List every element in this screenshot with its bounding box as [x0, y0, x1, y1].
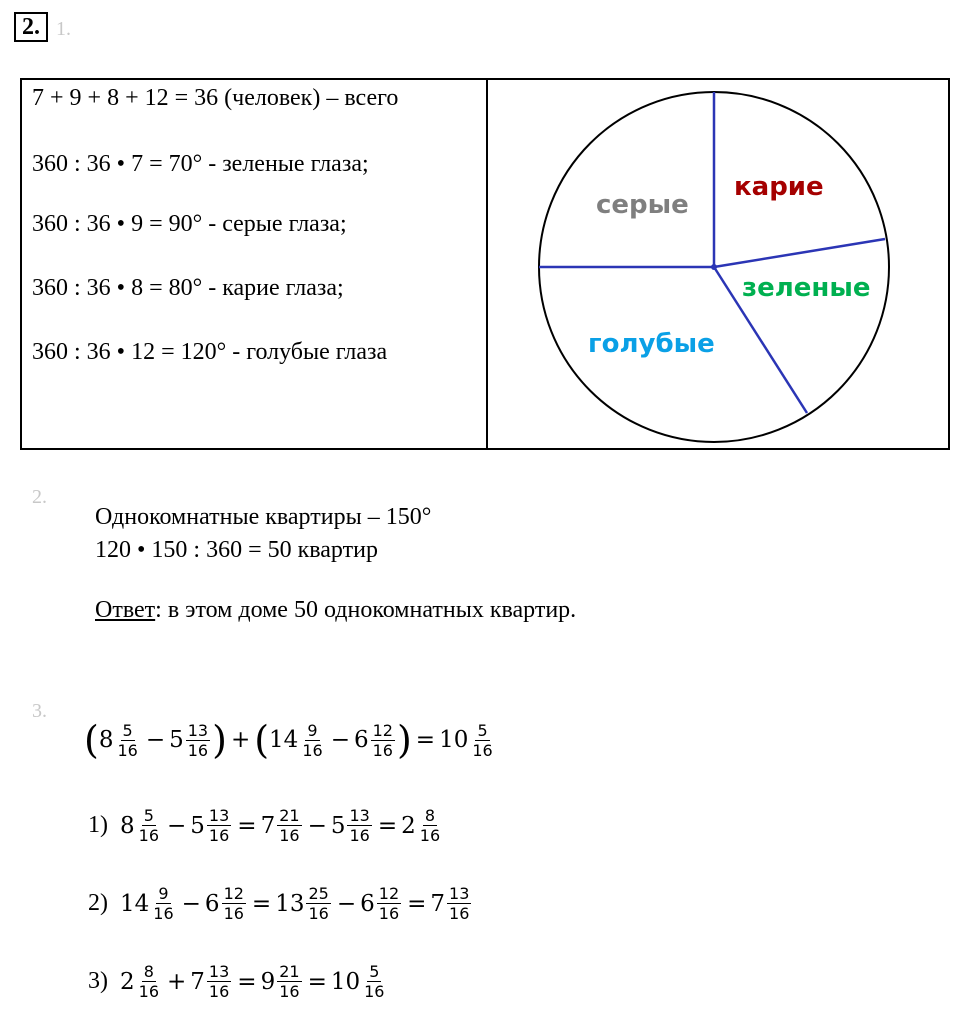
numerator: 13 [349, 806, 370, 825]
denominator: 16 [372, 740, 393, 760]
calc-line-total: 7 + 9 + 8 + 12 = 36 (человек) – всего [32, 85, 399, 111]
math-term: 6 [360, 890, 375, 917]
math-term: 6 [204, 890, 220, 917]
denominator: 16 [138, 826, 159, 845]
operator: = [237, 968, 257, 995]
math-term: 9 [260, 968, 276, 995]
operator: − [336, 890, 357, 917]
fraction [447, 884, 471, 923]
math-term: 10 [330, 968, 361, 995]
fraction [222, 884, 246, 923]
denominator: 16 [378, 904, 400, 923]
calc-line-brown: 360 : 36 • 8 = 80° - карие глаза; [32, 275, 344, 301]
pie-center [711, 264, 717, 270]
numerator: 9 [307, 720, 318, 740]
calc-line-gray: 360 : 36 • 9 = 90° - серые глаза; [32, 211, 347, 237]
fraction [207, 962, 231, 1001]
step-label: 2) [88, 890, 108, 916]
operator: = [407, 890, 427, 917]
denominator: 16 [364, 982, 385, 1001]
slice-label-gray: серые [596, 190, 689, 220]
math-term: 2 [401, 812, 416, 839]
operator: + [167, 968, 187, 995]
numerator: 13 [208, 962, 230, 981]
denominator: 16 [223, 904, 244, 923]
main-expression [84, 720, 497, 760]
denominator: 16 [279, 826, 300, 845]
fraction [186, 721, 210, 760]
math-term: 7 [260, 812, 276, 839]
fraction [347, 806, 371, 845]
denominator: 16 [308, 904, 329, 923]
task-number-badge: 2. [14, 12, 48, 42]
denominator: 16 [349, 826, 370, 845]
fraction [137, 962, 161, 1001]
step-3 [88, 962, 388, 1001]
fraction [377, 884, 401, 923]
whole-part: 10 [439, 727, 469, 753]
operator: − [330, 727, 350, 753]
math-term: 7 [190, 968, 205, 995]
paren: ) [396, 718, 412, 762]
fraction [115, 721, 139, 760]
fraction [300, 721, 324, 760]
paren: ) [212, 718, 227, 762]
operator: = [251, 890, 272, 917]
denominator: 16 [153, 904, 174, 923]
step-2 [88, 884, 473, 923]
section2-line1: Однокомнатные квартиры – 150° [95, 504, 432, 530]
answer-text: : в этом доме 50 однокомнатных квартир. [155, 597, 577, 623]
fraction [371, 721, 395, 760]
numerator: 5 [122, 720, 133, 740]
numerator: 12 [372, 720, 393, 740]
denominator: 16 [208, 982, 230, 1001]
operator: + [230, 727, 251, 753]
numerator: 13 [208, 806, 230, 825]
whole-part: 8 [98, 727, 114, 753]
fraction [470, 721, 494, 760]
step-label: 3) [88, 968, 108, 994]
math-term: 8 [120, 812, 135, 839]
numerator: 12 [378, 884, 400, 903]
denominator: 16 [117, 740, 138, 760]
fraction [362, 962, 386, 1001]
whole-part: 14 [269, 727, 299, 753]
denominator: 16 [302, 740, 323, 760]
denominator: 16 [208, 826, 230, 845]
numerator: 21 [279, 806, 300, 825]
fraction [277, 962, 301, 1001]
operator: = [377, 812, 398, 839]
numerator: 13 [449, 884, 470, 903]
denominator: 16 [138, 982, 159, 1001]
fraction [418, 806, 442, 845]
item-1-number: 1. [56, 18, 71, 40]
slice-label-brown: карие [734, 172, 824, 202]
denominator: 16 [472, 740, 493, 760]
numerator: 8 [143, 962, 154, 981]
solution-table [20, 78, 950, 450]
operator: − [307, 812, 327, 839]
calc-line-green: 360 : 36 • 7 = 70° - зеленые глаза; [32, 151, 369, 177]
section2-answer [95, 597, 576, 624]
math-term: 7 [430, 890, 446, 917]
calc-line-blue: 360 : 36 • 12 = 120° - голубые глаза [32, 339, 388, 365]
operator: = [307, 968, 327, 995]
step-1 [88, 806, 444, 845]
math-term: 13 [275, 890, 305, 917]
math-term: 5 [330, 812, 346, 839]
denominator: 16 [279, 982, 300, 1001]
slice-label-blue: голубые [588, 329, 715, 359]
fraction [277, 806, 301, 845]
answer-label: Ответ [95, 597, 156, 623]
fraction [207, 806, 231, 845]
math-term: 14 [120, 890, 150, 917]
whole-part: 6 [353, 727, 369, 753]
operator: = [237, 812, 257, 839]
operator: − [181, 890, 201, 917]
item-3-number: 3. [32, 700, 47, 722]
numerator: 13 [187, 720, 209, 740]
eye-color-pie-chart [488, 80, 948, 448]
operator: − [145, 727, 166, 753]
fraction [137, 806, 161, 845]
denominator: 16 [449, 904, 470, 923]
denominator: 16 [187, 740, 209, 760]
numerator: 25 [308, 884, 329, 903]
paren: ( [84, 718, 99, 762]
paren: ( [254, 718, 270, 762]
numerator: 12 [223, 884, 244, 903]
math-term: 2 [120, 968, 135, 995]
denominator: 16 [419, 826, 441, 845]
numerator: 5 [143, 806, 154, 825]
numerator: 8 [424, 806, 436, 825]
math-term: 5 [190, 812, 205, 839]
numerator: 5 [477, 720, 488, 740]
section2-line2: 120 • 150 : 360 = 50 квартир [95, 537, 378, 563]
step-label: 1) [88, 812, 108, 838]
operator: − [167, 812, 187, 839]
fraction [306, 884, 330, 923]
slice-label-green: зеленые [742, 273, 871, 303]
numerator: 5 [369, 962, 380, 981]
numerator: 9 [158, 884, 169, 903]
operator: = [415, 727, 436, 753]
fraction [151, 884, 175, 923]
item-2-number: 2. [32, 486, 47, 508]
numerator: 21 [279, 962, 300, 981]
whole-part: 5 [169, 727, 184, 753]
